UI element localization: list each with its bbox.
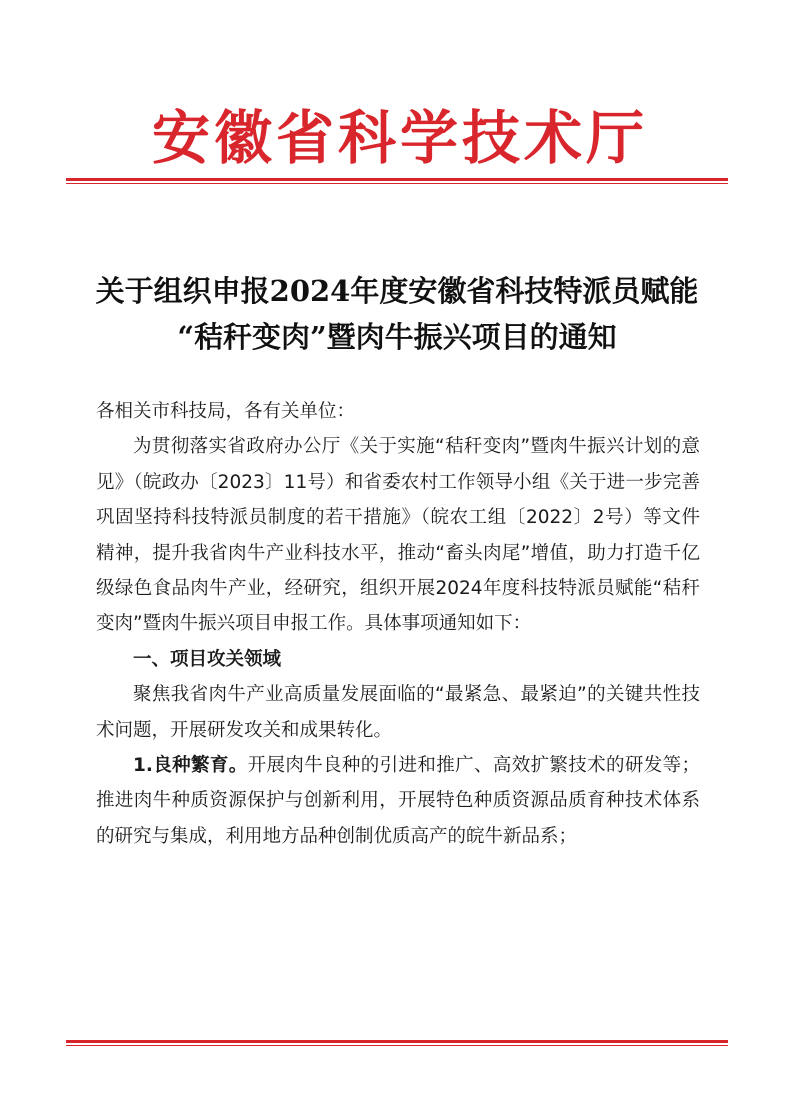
section-heading-1: 一、项目攻关领域 [133,648,282,670]
document-title-line-2: “秸秆变肉”暨肉牛振兴项目的通知 [177,320,617,354]
header-red-rule-thin [66,183,728,184]
footer-red-rule-thick [66,1040,728,1043]
document-body [96,394,700,854]
document-title-line-1: 关于组织申报2024年度安徽省科技特派员赋能 [95,274,699,308]
footer-red-rule-thin [66,1045,728,1046]
intro-paragraph: 为贯彻落实省政府办公厅《关于实施“秸秆变肉”暨肉牛振兴计划的意见》（皖政办〔2023〕11号）和省委农村工作领导小组《关于进一步完善巩固坚持科技特派员制度的若干措施》（皖农工组〔2022〕2号）等文件精神，提升我省肉牛产业科技水平，推动“畜头肉尾”增值，助力打造千亿级绿色食品肉牛产业，经研究，组织开展2024年度科技特派员赋能“秸秆变肉”暨肉牛振兴项目申报工作。具体事项通知如下： [96,436,700,635]
salutation: 各相关市科技局，各有关单位： [96,401,356,422]
list-item-breeding-text: 开展肉牛良种的引进和推广、高效扩繁技术的研发等；推进肉牛种质资源保护与创新利用，开展特色种质资源品质育种技术体系的研究与集成，利用地方品种创制优质高产的皖牛新品系； [96,755,700,847]
issuing-organization-header: 安徽省科学技术厅 [151,104,648,172]
focus-paragraph: 聚焦我省肉牛产业高质量发展面临的“最紧急、最紧迫”的关键共性技术问题，开展研发攻关和成果转化。 [96,684,700,741]
list-item-breeding-label: 1.良种繁育。 [133,755,248,777]
header-red-rule-thick [66,178,728,181]
list-item-breeding [96,748,700,854]
document-title [60,268,734,360]
